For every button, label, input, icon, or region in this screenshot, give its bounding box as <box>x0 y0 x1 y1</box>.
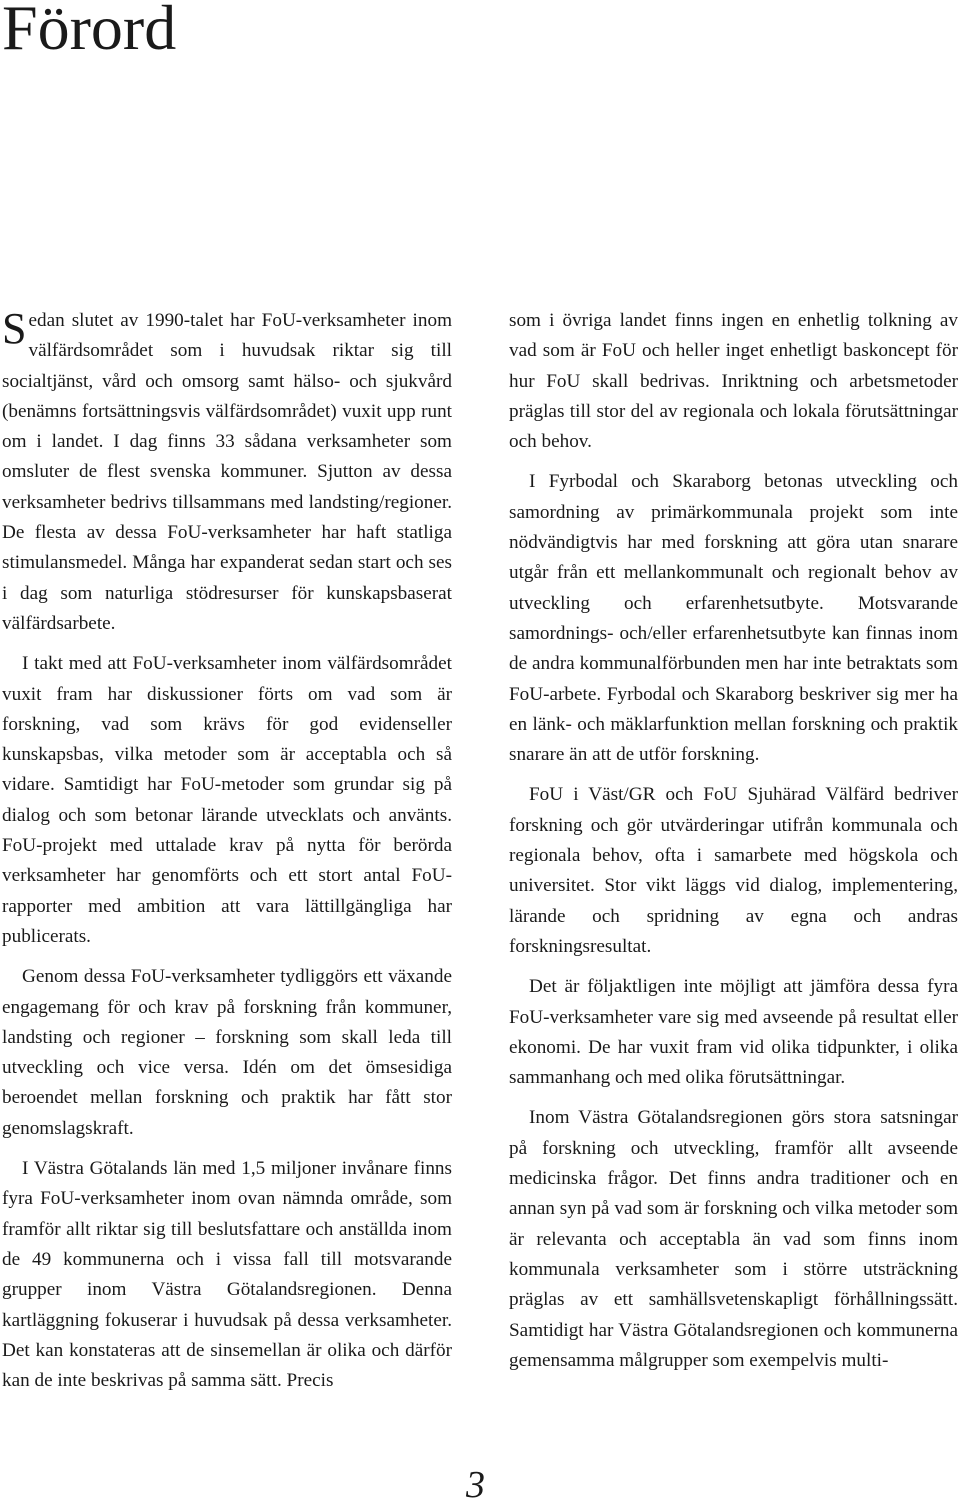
paragraph-continued: som i övriga landet finns ingen en enhetlig tolkning av vad som är FoU och heller inget enhetligt baskoncept för hur FoU skall bedrivas. Inriktning och arbetsmetoder präglas till stor del av regionala och lokala förutsättningar och behov. <box>509 310 958 453</box>
paragraph-intro <box>2 306 452 639</box>
page-number: 3 <box>466 1464 485 1506</box>
paragraph: I Västra Götalands län med 1,5 miljoner invånare finns fyra FoU-verksamheter inom ovan nämnda område, som framför allt riktar sig till beslutsfattare och anställda inom de 49 kommunerna och i vissa fall till motsvarande grupper inom Västra Götalandsregionen. Denna kartläggning fokuserar i huvudsak på dessa verksamheter. Det kan konstateras att de sinsemellan är olika och därför kan de inte beskrivas på samma sätt. Precis <box>2 1158 452 1392</box>
left-text-column <box>2 306 452 1406</box>
paragraph: Det är följaktligen inte möjligt att jämföra dessa fyra FoU-verksamheter vare sig med avseende på resultat eller ekonomi. De har vuxit fram vid olika tidpunkter, i olika sammanhang och med olika förutsättningar. <box>509 976 958 1089</box>
paragraph-intro-text: edan slutet av 1990-talet har FoU-verksamheter inom välfärdsområdet som i huvudsak riktar sig till socialtjänst, vård och omsorg samt hälso- och sjukvård (benämns fortsättningsvis välfärdsområdet) vuxit upp runt om i landet. I dag finns 33 sådana verksamheter som omsluter de flest svenska kommuner. Sjutton av dessa verksamheter bedrivs tillsammans med landsting/regioner. De flesta av dessa FoU-verksamheter har haft statliga stimulansmedel. Många har expanderat sedan start och ses i dag som naturliga stödresurser för kunskapsbaserat välfärdsarbete. <box>2 310 452 634</box>
right-text-column <box>509 306 958 1386</box>
paragraph: I takt med att FoU-verksamheter inom välfärdsområdet vuxit fram har diskussioner förts om vad som är forskning, vad som krävs för god evidenseller kunskapsbas, vilka metoder som är acceptabla och så vidare. Samtidigt har FoU-metoder som grundar sig på dialog och som betonar lärande utvecklats och använts. FoU-projekt med uttalade krav på nytta för berörda verksamheter har genomförts och ett stort antal FoU-rapporter med ambition att vara lättillgängliga har publicerats. <box>2 653 452 947</box>
paragraph: Inom Västra Götalandsregionen görs stora satsningar på forskning och utveckling, framför allt avseende medicinska frågor. Det finns andra traditioner och en annan syn på vad som är forskning och vilka metoder som är relevanta och acceptabla än vad som finns inom kommunala verksamheter som i större utsträckning präglas av ett samhällsvetenskapligt förhållningssätt. Samtidigt har Västra Götalandsregionen och kommunerna gemensamma målgrupper som exempelvis multi- <box>509 1107 958 1371</box>
page-title: Förord <box>2 0 177 63</box>
paragraph: I Fyrbodal och Skaraborg betonas utveckling och samordning av primärkommunala projekt som inte nödvändigtvis har med forskning att göra utan snarare utgår från ett mellankommunalt och regionalt behov av utveckling och erfarenhetsutbyte. Motsvarande samordnings- och/eller erfarenhetsutbyte kan finnas inom de andra kommunalförbunden men har inte betraktats som FoU-arbete. Fyrbodal och Skaraborg beskriver sig mer ha en länk- och mäklarfunktion mellan forskning och praktik snarare än att de utför forskning. <box>509 471 958 766</box>
drop-cap: S <box>2 304 27 353</box>
paragraph: Genom dessa FoU-verksamheter tydliggörs ett växande engagemang för och krav på forskning från kommuner, landsting och regioner – forskning som skall leda till utveckling och vice versa. Idén om det ömsesidiga beroendet mellan forskning och praktik har fått stor genomslagskraft. <box>2 966 452 1139</box>
paragraph: FoU i Väst/GR och FoU Sjuhärad Välfärd bedriver forskning och gör utvärderingar utifrån kommunala och regionala behov, ofta i samarbete med högskola och universitet. Stor vikt läggs vid dialog, implementering, lärande och spridning av egna och andras forskningsresultat. <box>509 784 958 957</box>
